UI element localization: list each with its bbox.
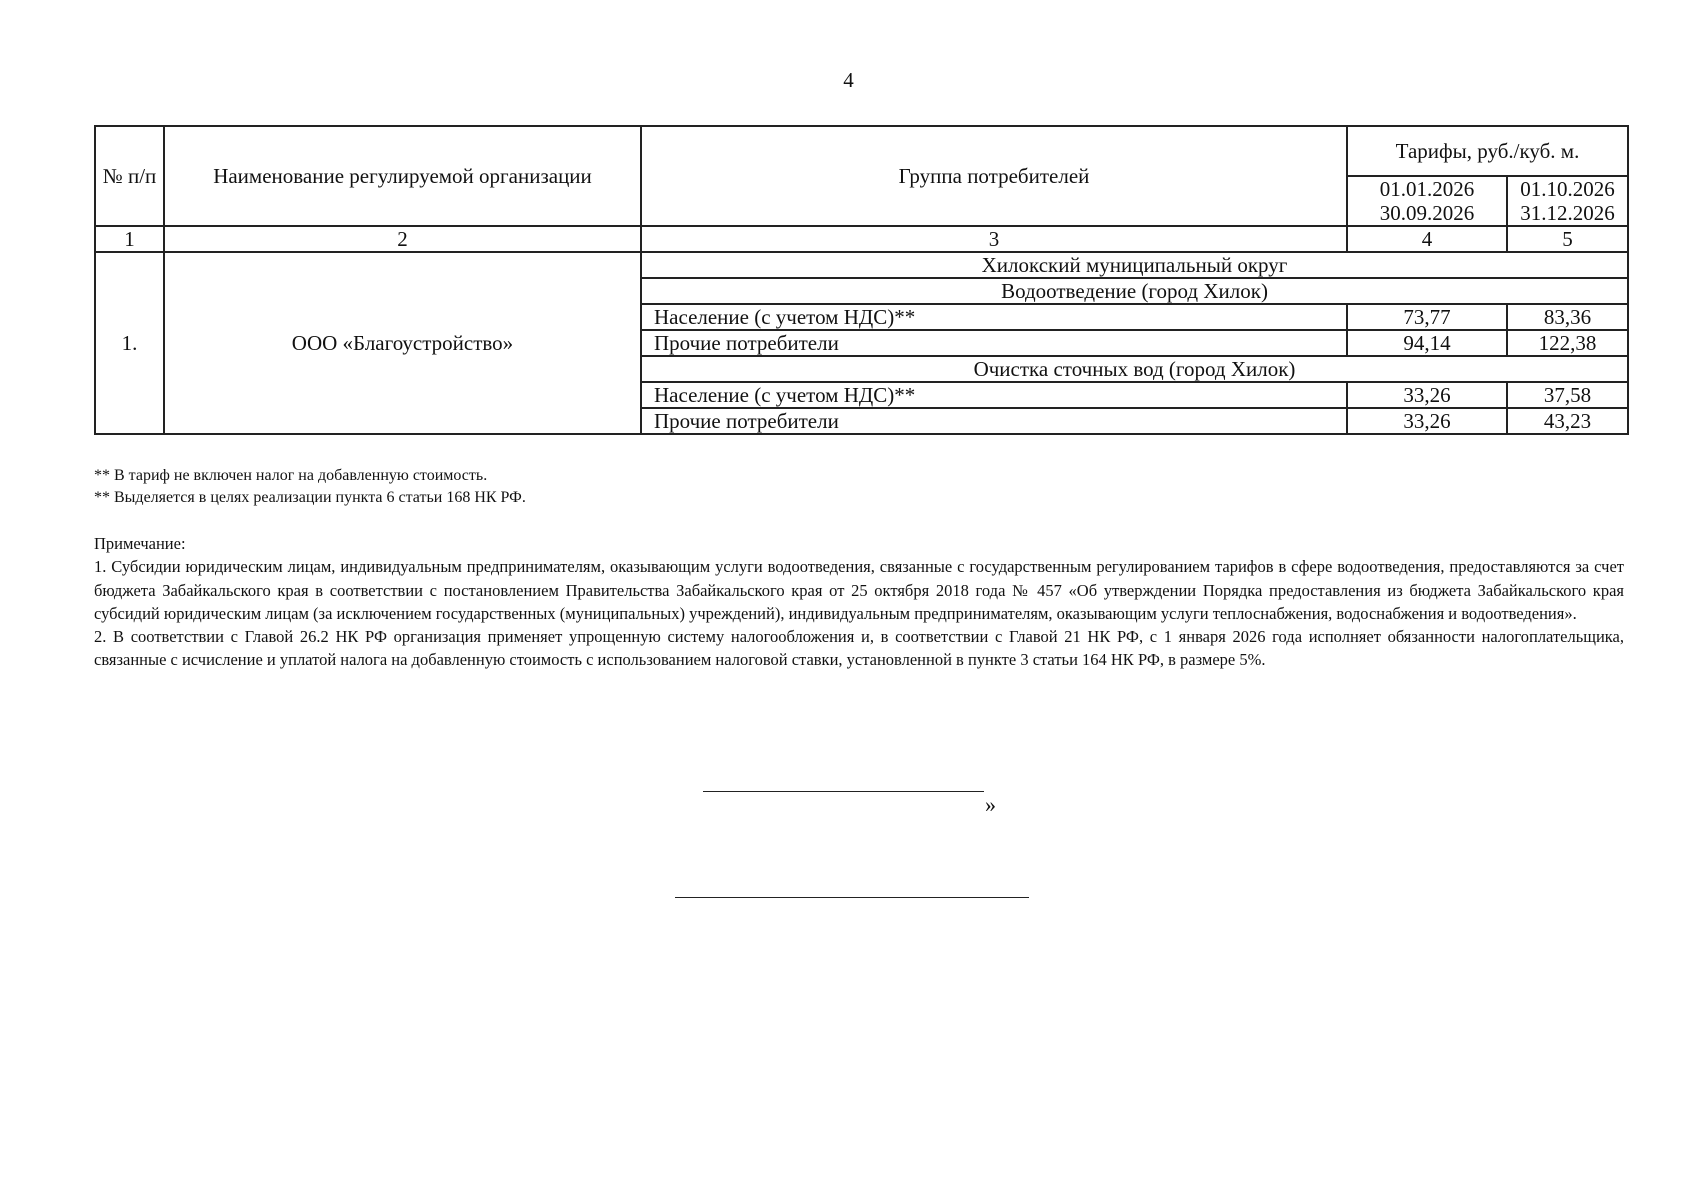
footnote: ** Выделяется в целях реализации пункта 6 статьи 168 НК РФ. xyxy=(94,489,526,506)
tariff-period-2: 37,58 xyxy=(1507,382,1628,408)
tariff-period-2: 43,23 xyxy=(1507,408,1628,434)
header-tariffs: Тарифы, руб./куб. м. xyxy=(1347,126,1628,176)
closing-quote: » xyxy=(985,792,996,817)
footnote: ** В тариф не включен налог на добавленную стоимость. xyxy=(94,467,488,484)
note-item: 2. В соответствии с Главой 26.2 НК РФ организация применяет упрощенную систему налогообложения и, в соответствии с Главой 21 НК РФ, с 1 января 2026 года исполняет обязанности налогоплательщика, связанные с исчисление и уплатой налога на добавленную стоимость с использованием налоговой ставки, установленной в пункте 3 статьи 164 НК РФ, в размере 5%. xyxy=(94,627,1624,670)
section-title: Очистка сточных вод (город Хилок) xyxy=(641,356,1628,382)
tariff-period-1: 33,26 xyxy=(1347,408,1507,434)
tariff-period-1: 73,77 xyxy=(1347,304,1507,330)
row-number: 1. xyxy=(95,252,164,434)
tariff-period-2: 83,36 xyxy=(1507,304,1628,330)
header-period-1 xyxy=(1347,176,1507,226)
col-number: 5 xyxy=(1507,226,1628,252)
note-item: 1. Субсидии юридическим лицам, индивидуальным предпринимателям, оказывающим услуги водоотведения, связанные с государственным регулированием тарифов в сфере водоотведения, предоставляются за счет бюджета Забайкальского края в соответствии с постановлением Правительства Забайкальского края от 25 октября 2018 года № 457 «Об утверждении Порядка предоставления из бюджета Забайкальского края субсидий юридическим лицам (за исключением государственных (муниципальных) учреждений), индивидуальным предпринимателям, оказывающим услуги теплоснабжения, водоснабжения и водоотведения». xyxy=(94,557,1624,623)
col-number: 4 xyxy=(1347,226,1507,252)
organization-name: ООО «Благоустройство» xyxy=(164,252,641,434)
note-title: Примечание: xyxy=(94,534,186,553)
consumer-group: Прочие потребители xyxy=(641,330,1347,356)
footnotes xyxy=(94,465,526,509)
page-number: 4 xyxy=(843,68,854,92)
note xyxy=(94,532,1624,672)
consumer-group: Население (с учетом НДС)** xyxy=(641,382,1347,408)
col-number: 3 xyxy=(641,226,1347,252)
tariff-period-1: 33,26 xyxy=(1347,382,1507,408)
header-period-2 xyxy=(1507,176,1628,226)
tariff-period-1: 94,14 xyxy=(1347,330,1507,356)
period-2-end: 31.12.2026 xyxy=(1520,201,1615,225)
tariff-period-2: 122,38 xyxy=(1507,330,1628,356)
tariff-table xyxy=(94,125,1629,435)
section-title: Водоотведение (город Хилок) xyxy=(641,278,1628,304)
consumer-group: Население (с учетом НДС)** xyxy=(641,304,1347,330)
column-number-row xyxy=(95,226,1628,252)
period-2-start: 01.10.2026 xyxy=(1520,177,1615,201)
district-title: Хилокский муниципальный округ xyxy=(641,252,1628,278)
header-num: № п/п xyxy=(95,126,164,226)
period-1-start: 01.01.2026 xyxy=(1379,177,1475,201)
col-number: 1 xyxy=(95,226,164,252)
period-1-end: 30.09.2026 xyxy=(1379,201,1475,225)
header-consumer-group: Группа потребителей xyxy=(641,126,1347,226)
header-org-name: Наименование регулируемой организации xyxy=(164,126,641,226)
consumer-group: Прочие потребители xyxy=(641,408,1347,434)
col-number: 2 xyxy=(164,226,641,252)
separator-line xyxy=(675,897,1029,898)
signature-line xyxy=(703,791,984,792)
